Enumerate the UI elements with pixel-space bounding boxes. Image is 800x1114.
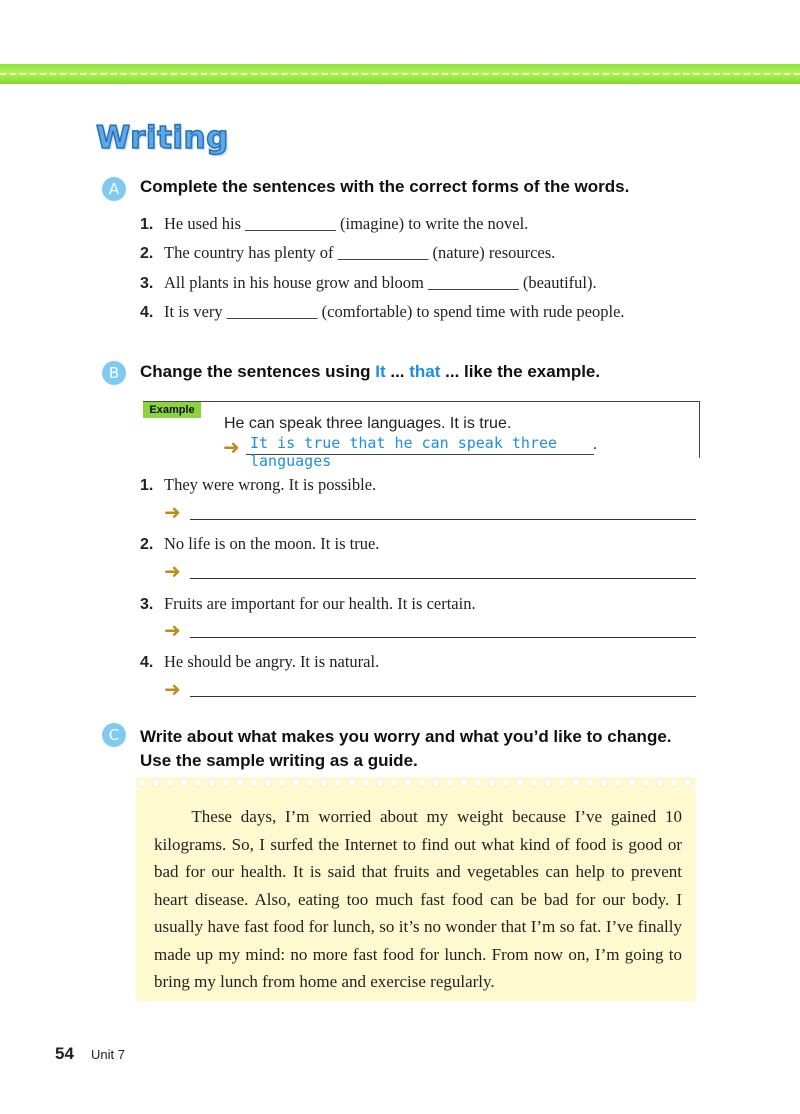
example-box (143, 401, 700, 470)
arrow-icon: ➜ (164, 559, 181, 583)
exercise-b-item-2: 2. No life is on the moon. It is true. (140, 534, 380, 553)
answer-line-4[interactable] (190, 696, 696, 697)
example-label: Example (143, 402, 201, 418)
exercise-a-item-3: 3. All plants in his house grow and bloom ___________ (beautiful). (140, 273, 597, 292)
page-number: 54 (55, 1044, 74, 1063)
section-c-instruction-line2: Use the sample writing as a guide. (140, 751, 418, 770)
section-a-instruction: Complete the sentences with the correct forms of the words. (140, 177, 630, 196)
example-sentence: He can speak three languages. It is true. (224, 415, 512, 432)
exercise-a-item-4: 4. It is very ___________ (comfortable) to spend time with rude people. (140, 302, 625, 321)
example-answer: It is true that he can speak three languages (246, 434, 594, 455)
page-title: Writing (96, 120, 229, 156)
section-c-badge: C (102, 723, 126, 747)
example-period: . (593, 436, 597, 453)
exercise-a-item-1: 1. He used his ___________ (imagine) to write the novel. (140, 214, 529, 233)
answer-line-2[interactable] (190, 578, 696, 579)
section-a-badge: A (102, 177, 126, 201)
exercise-b-item-4: 4. He should be angry. It is natural. (140, 652, 380, 671)
arrow-icon: ➜ (223, 435, 240, 459)
exercise-b-item-1: 1. They were wrong. It is possible. (140, 475, 377, 494)
notepad-edge (136, 777, 696, 789)
decorative-stripe (0, 64, 800, 84)
arrow-icon: ➜ (164, 618, 181, 642)
arrow-icon: ➜ (164, 500, 181, 524)
section-b-instruction: Change the sentences using It ... that ... like the example. (140, 362, 601, 381)
answer-line-1[interactable] (190, 519, 696, 520)
section-b-badge: B (102, 361, 126, 385)
answer-line-3[interactable] (190, 637, 696, 638)
exercise-b-item-3: 3. Fruits are important for our health. It is certain. (140, 594, 476, 613)
exercise-a-item-2: 2. The country has plenty of ___________ (nature) resources. (140, 243, 556, 262)
sample-writing-box (136, 783, 696, 1001)
arrow-icon: ➜ (164, 677, 181, 701)
unit-label: Unit 7 (91, 1047, 125, 1062)
section-c-instruction-line1: Write about what makes you worry and what you’d like to change. (140, 727, 672, 746)
sample-writing-text: These days, I’m worried about my weight because I’ve gained 10 kilograms. So, I surfed the Internet to find out what kind of food is good or bad for our health. It is said that fruits and vegetables can help to prevent heart disease. Also, eating too much fast food can be bad for our body. I usually have fast food for lunch, so it’s no wonder that I’m so fat. I’ve finally made up my mind: no more fast food for lunch. From now on, I’m going to bring my lunch from home and exercise regularly. (154, 807, 682, 991)
